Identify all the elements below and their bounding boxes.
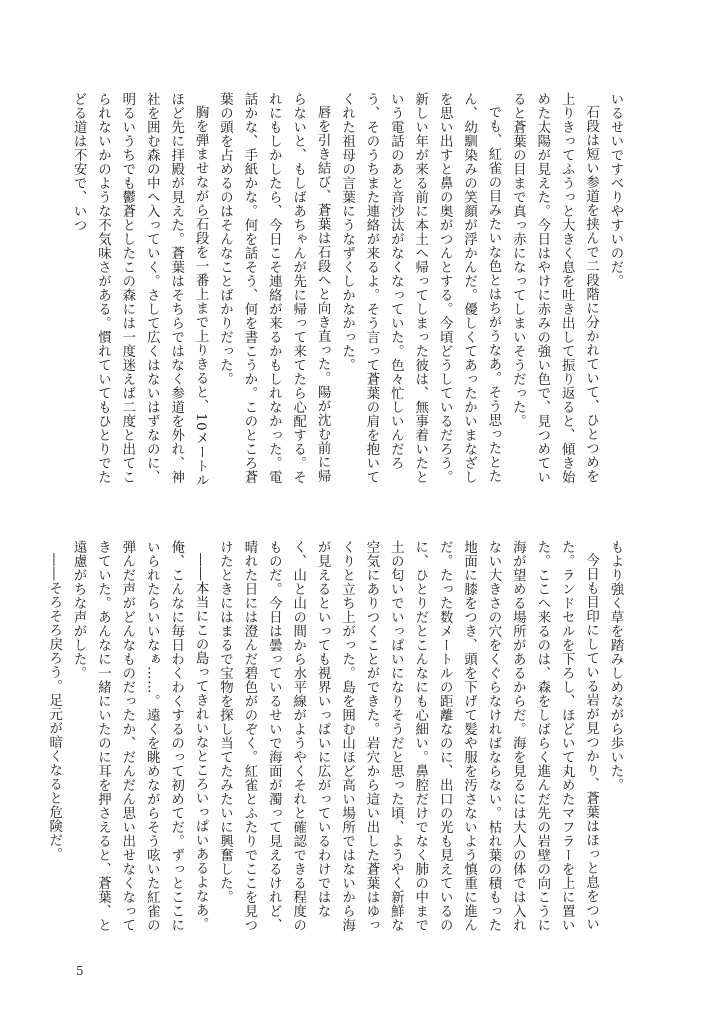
- paragraph: 石段は短い参道を挟んで二段階に分かれていて、ひとつめを上りきってふうっと大きく息を吐き出して振り返ると、傾き始めた太陽が見えた。今日はやけに赤みの強い色で、見つめていると蒼葉の目まで真っ赤になってしまいそうだった。: [510, 92, 599, 484]
- paragraph: ――本当にこの島ってきれいなところいっぱいあるよなあ。俺、こんなに毎日わくわくするのって初めてだ。ずっとここにいられたらいいなぁ……。遠くを眺めながらそう呟いた紅雀の弾んだ声がどんなものだったか、だんだん思い出せなくなってきていた。あんなに一緒にいたのに耳を押さえると、蒼葉、と遠慮がちな声がした。: [71, 540, 209, 932]
- paragraph: 唇を引き結び、蒼葉は石段へと向き直った。陽が沈む前に帰らないと、もしばあちゃんが先に帰って来てたら心配する。それにもしかしたら、今日こそ連絡が来るかもしれなかった。電話かな、手紙かな。何を話そう、何を書こうか。このところ蒼葉の頭を占めるのはそんなことばかりだった。: [217, 92, 331, 484]
- paragraph: 今日も目印にしている岩が見つかり、蒼葉はほっと息をついた。ランドセルを下ろし、ほどいて丸めたマフラーを上に置いた。ここへ来るのは、森をしばらく進んだ先の岩壁の向こうに海が望める場所があるからだ。海を見るには大人の体では入れない大きさの穴をくぐらなければならない。枯れ葉の積もった地面に膝をつき、頭を下げて髪や服を汚さないよう慎重に進んだ。たった数メートルの距離なのに、出口の光も見えているのに、ひとりだとこんなにも心細い。鼻腔だけでなく肺の中まで土の匂いでいっぱいになりそうだと思った頃、ようやく新鮮な空気にありつくことができた。岩穴から這い出した蒼葉はゆっくりと立ち上がった。島を囲む山ほど高い場所ではないから海が見えるといっても視界いっぱいに広がっているわけではなく、山と山の間から水平線がようやくそれと確認できる程度のものだ。今日は曇っているせいで海面が濁って見えるけれど、晴れた日には澄んだ碧色がのぞく。紅雀とふたりでここを見つけたときにはまるで宝物を探し当てたみたいに興奮した。: [217, 540, 599, 932]
- page-number: 5: [76, 964, 84, 978]
- paragraph: でも、紅雀の目みたいな色とはちがうなあ。そう思ったとたん、幼馴染みの笑顔が浮かんだ。優しくてあったかいまなざしを思い出すと鼻の奥がつんとする。今頃どうしているだろう。新しい年が来る前に本土へ帰ってしまった彼は、無事着いたという電話のあと音沙汰がなくなっていた。色々忙しいんだろう、そのうちまた連絡が来るよ。そう言って蒼葉の肩を抱いてくれた祖母の言葉にうなずくしかなかった。: [339, 92, 501, 484]
- upper-text-block: [71, 92, 627, 494]
- paragraph: 胸を弾ませながら石段を一番上まで上りきると、10メートルほど先に拝殿が見えた。蒼葉はそちらではなく参道を外れ、神社を囲む森の中へ入っていく。さして広くはないはずなのに、明るいうちでも鬱蒼としたこの森には一度迷えば二度と出てこられないかのような不気味さがある。慣れていてもひとりでたどる道は不安で、いつ: [71, 92, 209, 488]
- paragraph: もより強く草を踏みしめながら歩いた。: [608, 540, 623, 792]
- lower-text-block: [46, 540, 627, 942]
- paragraph: いるせいですべりやすいのだ。: [608, 92, 623, 288]
- paragraph: ――そろそろ戻ろう。足元が暗くなると危険だ。: [46, 553, 62, 862]
